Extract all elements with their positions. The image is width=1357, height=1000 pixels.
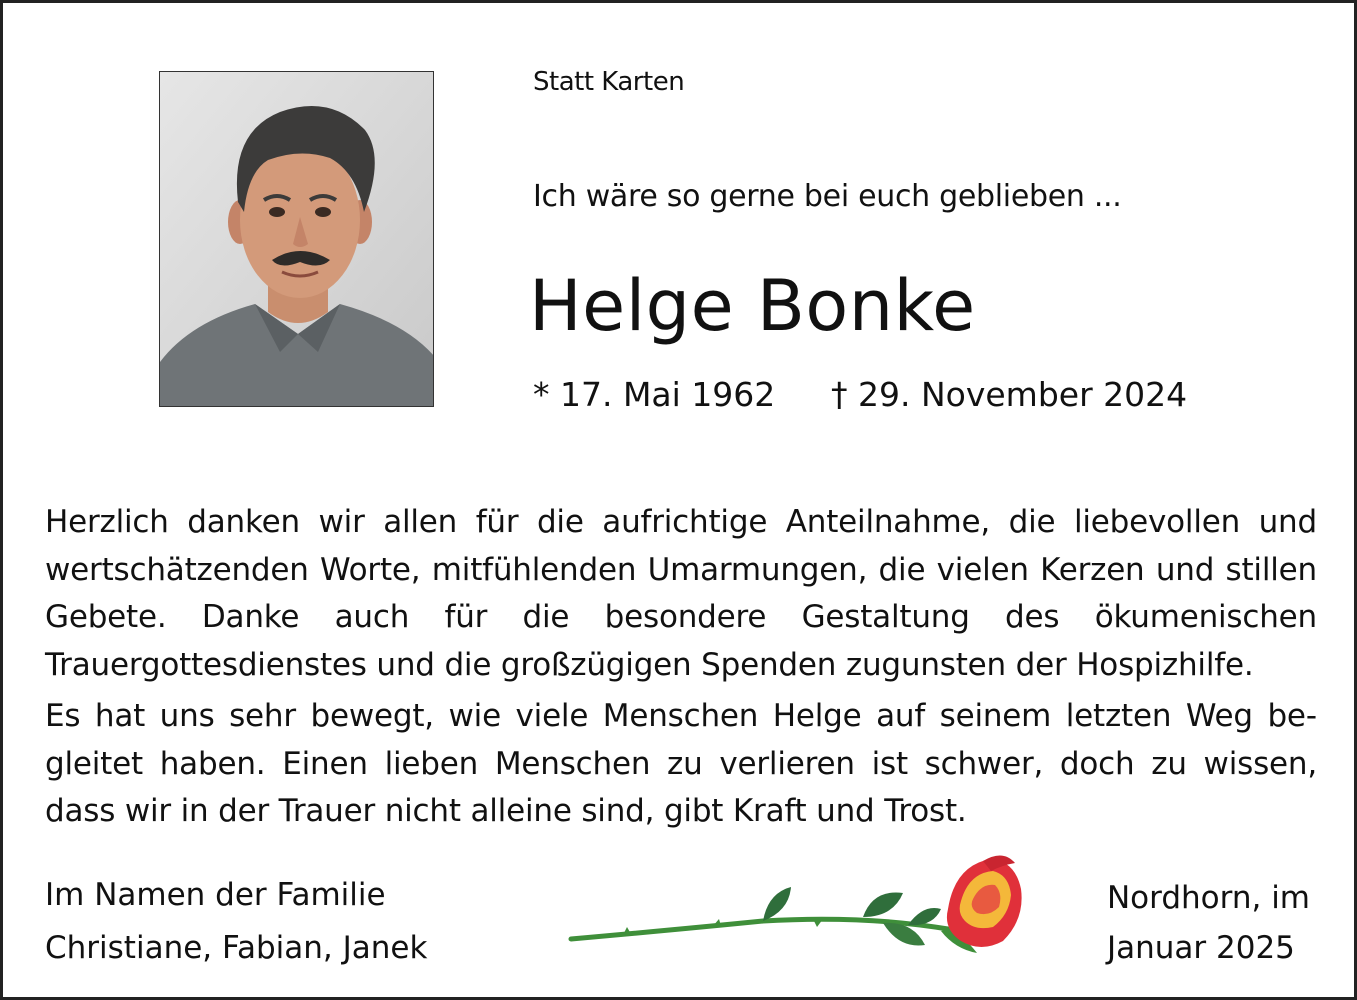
family-signature — [45, 869, 427, 975]
rose-illustration — [563, 849, 1033, 979]
portrait-illustration — [160, 72, 434, 407]
place-and-date — [1107, 873, 1310, 973]
quote-line: Ich wäre so gerne bei euch geblieben ... — [533, 179, 1122, 214]
date-line: Januar 2025 — [1106, 930, 1295, 966]
reflection-paragraph: Es hat uns sehr bewegt, wie viele Menschen Helge auf seinem letzten Weg begleitet haben. Einen lieben Menschen zu verlieren ist schwer, doch zu wissen, dass wir in der Trauer nicht alleine sind, gibt Kraft und Trost. — [45, 698, 1317, 829]
birth-date: * 17. Mai 1962 — [533, 375, 776, 414]
thanks-paragraph: Herzlich danken wir allen für die aufrichtige Anteilnahme, die liebevollen und wertschätzenden Worte, mitfühlenden Umarmungen, die vielen Kerzen und stillen Gebete. Danke auch für die besondere Gestaltung des ökumenischen Trauergottesdienstes und die großzügigen Spenden zugunsten der Hospizhilfe. — [45, 504, 1317, 683]
place-line: Nordhorn, im — [1106, 880, 1310, 916]
deceased-name: Helge Bonke — [529, 265, 976, 347]
signature-line-1: Im Namen der Familie — [45, 877, 386, 913]
death-date: † 29. November 2024 — [831, 375, 1188, 414]
statt-karten-label: Statt Karten — [533, 67, 685, 97]
signature-line-2: Christiane, Fabian, Janek — [45, 930, 428, 966]
portrait-photo — [159, 71, 434, 407]
